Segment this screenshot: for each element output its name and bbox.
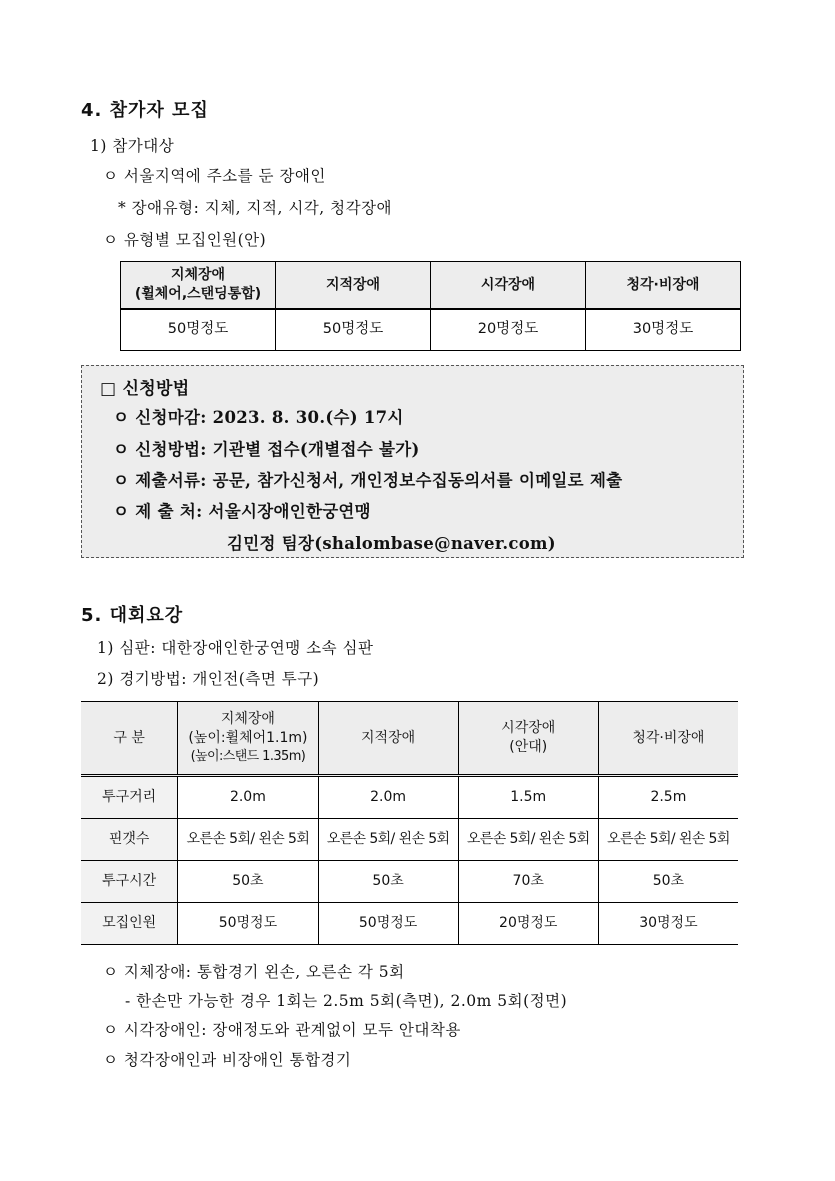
header-physical-line3: (높이:스탠드 1.35m) xyxy=(190,749,306,765)
competition-table xyxy=(81,701,738,945)
table-cell: 2.5m xyxy=(598,776,738,819)
table-cell: 70초 xyxy=(458,861,598,903)
header-hearing: 청각·비장애 xyxy=(585,262,740,310)
table-cell: 30명정도 xyxy=(598,903,738,945)
disability-types-note: * 장애유형: 지체, 지적, 시각, 청각장애 xyxy=(118,199,393,217)
participants-subheading: 1) 참가대상 xyxy=(90,137,175,155)
header-intellectual-disability: 지적장애 xyxy=(318,702,458,776)
table-cell: 50명정도 xyxy=(318,903,458,945)
value-intellectual: 50명정도 xyxy=(276,309,431,351)
header-physical-line2: (높이:휠체어1.1m) xyxy=(188,730,308,747)
application-destination: ㅇ 제 출 처: 서울시장애인한궁연맹 xyxy=(113,502,371,521)
header-physical-line2: (휠체어,스탠딩통합) xyxy=(134,286,262,302)
header-intellectual: 지적장애 xyxy=(276,262,431,310)
table-cell: 2.0m xyxy=(178,776,318,819)
table-cell: 50명정도 xyxy=(178,903,318,945)
table-cell: 오른손 5회/ 왼손 5회 xyxy=(598,819,738,861)
value-visual: 20명정도 xyxy=(430,309,585,351)
value-hearing: 30명정도 xyxy=(585,309,740,351)
note-hearing: ㅇ 청각장애인과 비장애인 통합경기 xyxy=(103,1051,352,1069)
application-deadline: ㅇ 신청마감: 2023. 8. 30.(수) 17시 xyxy=(113,408,404,427)
header-physical-disability xyxy=(178,702,318,776)
eligibility-bullet: ㅇ 서울지역에 주소를 둔 장애인 xyxy=(103,167,326,185)
application-documents: ㅇ 제출서류: 공문, 참가신청서, 개인정보수집동의서를 이메일로 제출 xyxy=(113,471,623,490)
value-physical: 50명정도 xyxy=(167,321,229,338)
table-corner-label: 구 분 xyxy=(81,702,178,776)
header-hearing-disability: 청각·비장애 xyxy=(598,702,738,776)
table-cell: 오른손 5회/ 왼손 5회 xyxy=(178,819,318,861)
recruitment-table xyxy=(120,261,741,351)
table-cell: 오른손 5회/ 왼손 5회 xyxy=(458,819,598,861)
header-visual: 시각장애 xyxy=(430,262,585,310)
application-contact: 김민정 팀장(shalombase@naver.com) xyxy=(227,534,556,553)
table-cell: 50초 xyxy=(318,861,458,903)
header-physical-line1: 지체장애 xyxy=(170,267,226,284)
header-physical-line1: 지체장애 xyxy=(220,711,275,728)
header-visual-disability xyxy=(458,702,598,776)
header-visual-line2: (안대) xyxy=(509,739,548,755)
table-cell: 20명정도 xyxy=(458,903,598,945)
referee-line: 1) 심판: 대한장애인한궁연맹 소속 심판 xyxy=(97,639,374,657)
section-4-title: 4. 참가자 모집 xyxy=(81,100,209,121)
section-5-title: 5. 대회요강 xyxy=(81,605,184,626)
table-cell: 1.5m xyxy=(458,776,598,819)
note-one-hand: - 한손만 가능한 경우 1회는 2.5m 5회(측면), 2.0m 5회(정면) xyxy=(125,992,568,1010)
header-visual-line1: 시각장애 xyxy=(501,720,556,737)
table-cell: 50초 xyxy=(598,861,738,903)
recruitment-bullet: ㅇ 유형별 모집인원(안) xyxy=(103,231,267,249)
game-method-line: 2) 경기방법: 개인전(측면 투구) xyxy=(97,670,320,688)
application-method: ㅇ 신청방법: 기관별 접수(개별접수 불가) xyxy=(113,440,420,459)
table-cell: 50초 xyxy=(178,861,318,903)
note-visual: ㅇ 시각장애인: 장애정도와 관계없이 모두 안대착용 xyxy=(103,1021,461,1039)
table-cell: 오른손 5회/ 왼손 5회 xyxy=(318,819,458,861)
row-label: 핀갯수 xyxy=(81,819,178,861)
header-physical xyxy=(121,262,276,310)
row-label: 모집인원 xyxy=(81,903,178,945)
row-label: 투구거리 xyxy=(81,776,178,819)
application-title: □ 신청방법 xyxy=(100,379,190,399)
note-physical: ㅇ 지체장애: 통합경기 왼손, 오른손 각 5회 xyxy=(103,963,405,981)
row-label: 투구시간 xyxy=(81,861,178,903)
table-cell: 2.0m xyxy=(318,776,458,819)
